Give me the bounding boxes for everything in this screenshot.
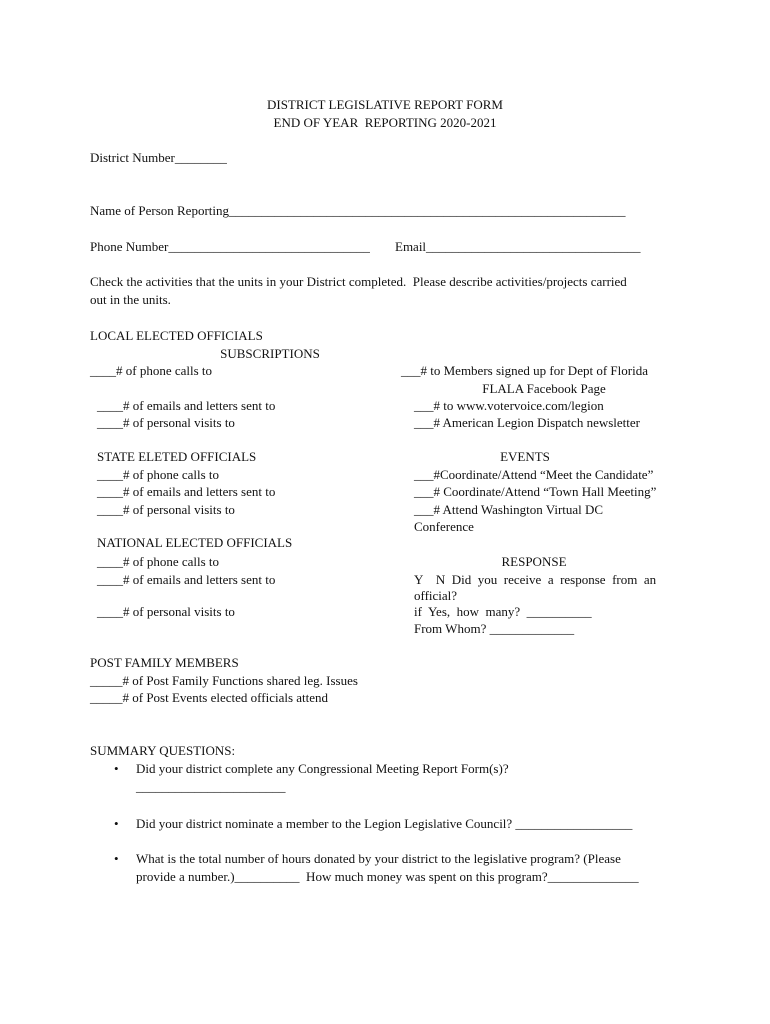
response-question-cont: official?: [414, 588, 458, 603]
response-heading: RESPONSE: [501, 554, 567, 569]
bullet-icon: •: [114, 761, 119, 776]
name-reporting-field[interactable]: Name of Person Reporting_____________________________________________________________: [90, 203, 626, 218]
response-question[interactable]: Y N Did you receive a response from an: [414, 572, 657, 587]
phone-number-field[interactable]: Phone Number_______________________________: [90, 239, 370, 254]
subscriptions-heading: SUBSCRIPTIONS: [220, 346, 320, 361]
local-emails[interactable]: ____# of emails and letters sent to: [97, 398, 276, 413]
events-meet-candidate[interactable]: ___#Coordinate/Attend “Meet the Candidate”: [414, 467, 654, 482]
instructions-line-2: out in the units.: [90, 292, 171, 307]
local-visits[interactable]: ____# of personal visits to: [97, 415, 235, 430]
events-town-hall[interactable]: ___# Coordinate/Attend “Town Hall Meeting”: [414, 484, 657, 499]
national-officials-heading: NATIONAL ELECTED OFFICIALS: [97, 535, 293, 550]
form-title: DISTRICT LEGISLATIVE REPORT FORM: [266, 97, 503, 112]
state-visits[interactable]: ____# of personal visits to: [97, 502, 235, 517]
district-number-field[interactable]: District Number________: [90, 150, 227, 165]
response-from-whom[interactable]: From Whom? _____________: [414, 621, 575, 636]
summary-heading: SUMMARY QUESTIONS:: [90, 743, 236, 758]
summary-question-2[interactable]: Did your district nominate a member to the Legion Legislative Council? __________________: [136, 816, 633, 831]
summary-question-3-cont[interactable]: provide a number.)__________ How much money was spent on this program?______________: [136, 869, 639, 884]
post-family-heading: POST FAMILY MEMBERS: [90, 655, 239, 670]
subscriptions-item-facebook-cont: FLALA Facebook Page: [482, 381, 606, 396]
form-subtitle: END OF YEAR REPORTING 2020-2021: [273, 115, 497, 130]
email-field[interactable]: Email_________________________________: [395, 239, 641, 254]
local-phone-calls[interactable]: ____# of phone calls to: [90, 363, 213, 378]
summary-question-1: Did your district complete any Congressional Meeting Report Form(s)?: [136, 761, 509, 776]
subscriptions-item-dispatch[interactable]: ___# American Legion Dispatch newsletter: [414, 415, 640, 430]
national-phone-calls[interactable]: ____# of phone calls to: [97, 554, 220, 569]
events-washington-dc[interactable]: ___# Attend Washington Virtual DC: [414, 502, 604, 517]
summary-question-3: What is the total number of hours donated by your district to the legislative program? (Please: [136, 851, 621, 866]
response-how-many[interactable]: if Yes, how many? __________: [414, 604, 592, 619]
subscriptions-item-facebook[interactable]: ___# to Members signed up for Dept of Florida: [401, 363, 648, 378]
post-family-functions[interactable]: _____# of Post Family Functions shared leg. Issues: [90, 673, 358, 688]
events-washington-dc-cont: Conference: [414, 519, 474, 534]
post-family-events[interactable]: _____# of Post Events elected officials attend: [90, 690, 329, 705]
subscriptions-item-votervoice[interactable]: ___# to www.votervoice.com/legion: [414, 398, 604, 413]
state-officials-heading: STATE ELETED OFFICIALS: [97, 449, 257, 464]
events-heading: EVENTS: [500, 449, 550, 464]
bullet-icon: •: [114, 816, 119, 831]
summary-answer-1[interactable]: _______________________: [136, 779, 286, 794]
instructions-line-1: Check the activities that the units in your District completed. Please describe activities/projects carried: [90, 274, 627, 289]
national-visits[interactable]: ____# of personal visits to: [97, 604, 235, 619]
national-emails[interactable]: ____# of emails and letters sent to: [97, 572, 276, 587]
bullet-icon: •: [114, 851, 119, 866]
local-officials-heading: LOCAL ELECTED OFFICIALS: [90, 328, 263, 343]
state-emails[interactable]: ____# of emails and letters sent to: [97, 484, 276, 499]
state-phone-calls[interactable]: ____# of phone calls to: [97, 467, 220, 482]
